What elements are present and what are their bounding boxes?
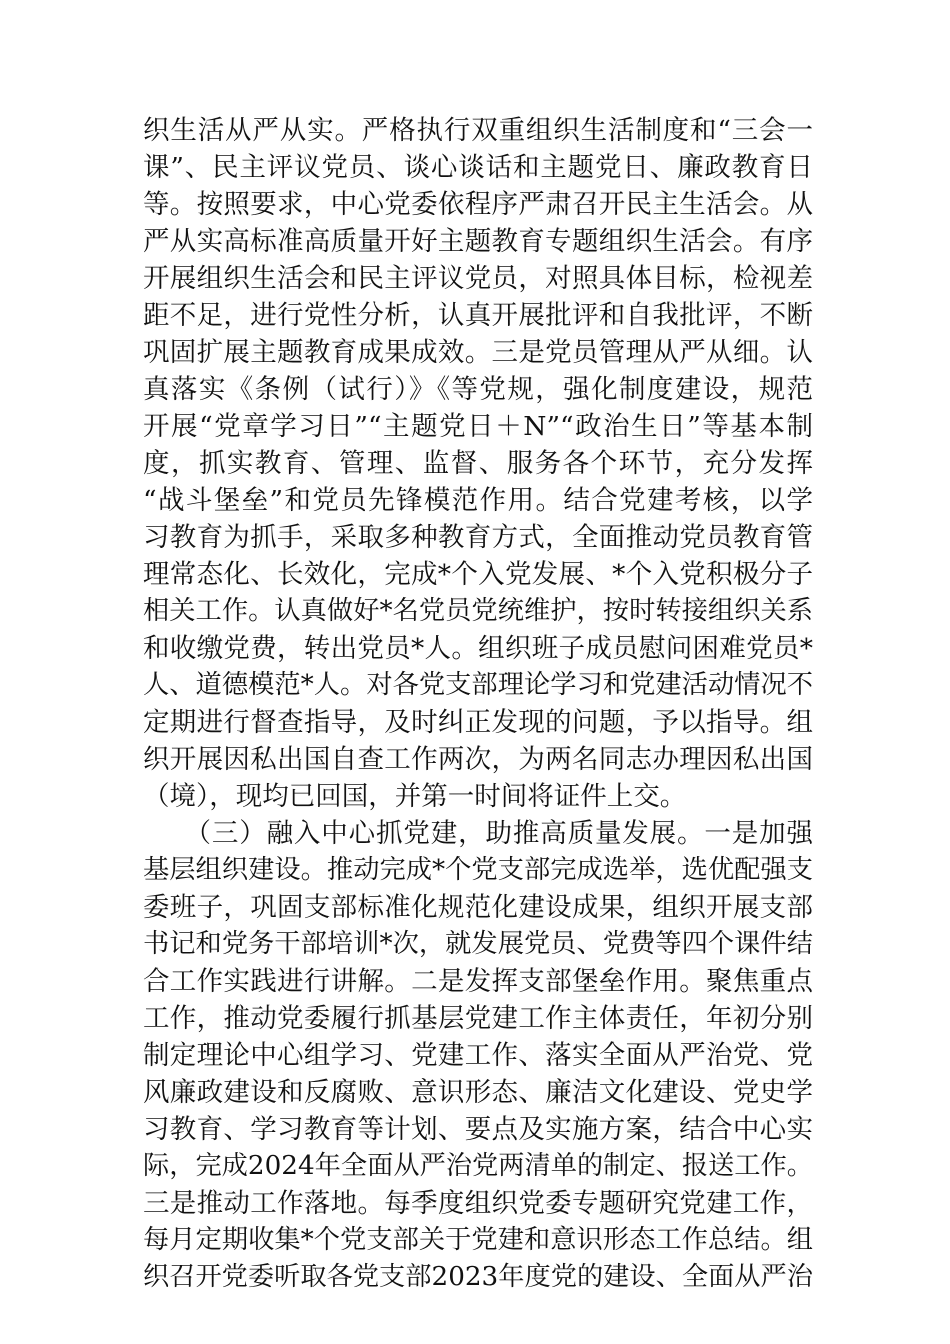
text-line-11: “战斗堡垒”和党员先锋模范作用。结合党建考核，以学 [143, 485, 813, 516]
text-line-6: 距不足，进行党性分析，认真开展批评和自我批评，不断 [143, 300, 813, 331]
text-line-25: 工作，推动党委履行抓基层党建工作主体责任，年初分别 [143, 1003, 813, 1034]
text-line-18: 织开展因私出国自查工作两次，为两名同志办理因私出国 [143, 744, 813, 775]
text-line-31: 每月定期收集*个党支部关于党建和意识形态工作总结。组 [143, 1225, 813, 1255]
text-line-1: 织生活从严从实。严格执行双重组织生活制度和“三会一 [143, 115, 813, 146]
text-line-4: 严从实高标准高质量开好主题教育专题组织生活会。有序 [143, 226, 813, 257]
text-line-7: 巩固扩展主题教育成果成效。三是党员管理从严从细。认 [143, 337, 813, 368]
text-line-5: 开展组织生活会和民主评议党员，对照具体目标，检视差 [143, 263, 813, 294]
text-line-32: 织召开党委听取各党支部2023年度党的建设、全面从严治 [143, 1262, 813, 1292]
text-line-14: 相关工作。认真做好*名党员党统维护，按时转接组织关系 [143, 596, 813, 626]
text-line-26: 制定理论中心组学习、党建工作、落实全面从严治党、党 [143, 1040, 813, 1071]
text-line-16: 人、道德模范*人。对各党支部理论学习和党建活动情况不 [143, 670, 813, 700]
text-line-19: （境），现均已回国，并第一时间将证件上交。 [143, 781, 687, 812]
text-line-13: 理常态化、长效化，完成*个入党发展、*个入党积极分子 [143, 559, 813, 590]
text-line-23: 书记和党务干部培训*次，就发展党员、党费等四个课件结 [143, 929, 813, 959]
text-line-21: 基层组织建设。推动完成*个党支部完成选举，选优配强支 [143, 855, 813, 885]
text-line-2: 课”、民主评议党员、谈心谈话和主题党日、廉政教育日 [143, 152, 813, 183]
text-line-27: 风廉政建设和反腐败、意识形态、廉洁文化建设、党史学 [143, 1077, 813, 1108]
text-line-28: 习教育、学习教育等计划、要点及实施方案，结合中心实 [143, 1114, 813, 1145]
text-line-8: 真落实《条例（试行）》《等党规，强化制度建设，规范 [143, 374, 813, 405]
text-line-12: 习教育为抓手，采取多种教育方式，全面推动党员教育管 [143, 522, 813, 553]
text-line-15: 和收缴党费，转出党员*人。组织班子成员慰问困难党员* [143, 633, 813, 664]
text-line-24: 合工作实践进行讲解。二是发挥支部堡垒作用。聚焦重点 [143, 966, 813, 997]
text-line-30: 三是推动工作落地。每季度组织党委专题研究党建工作， [143, 1188, 813, 1219]
text-line-10: 度，抓实教育、管理、监督、服务各个环节，充分发挥 [143, 448, 813, 479]
text-line-17: 定期进行督查指导，及时纠正发现的问题，予以指导。组 [143, 707, 813, 738]
text-line-9: 开展“党章学习日”“主题党日＋N”“政治生日”等基本制 [143, 411, 813, 442]
body-text [143, 112, 813, 1296]
text-line-20: （三）融入中心抓党建，助推高质量发展。一是加强 [143, 818, 813, 849]
text-line-22: 委班子，巩固支部标准化规范化建设成果，组织开展支部 [143, 892, 813, 923]
text-line-29: 际，完成2024年全面从严治党两清单的制定、报送工作。 [143, 1151, 813, 1181]
text-line-3: 等。按照要求，中心党委依程序严肃召开民主生活会。从 [143, 189, 813, 220]
